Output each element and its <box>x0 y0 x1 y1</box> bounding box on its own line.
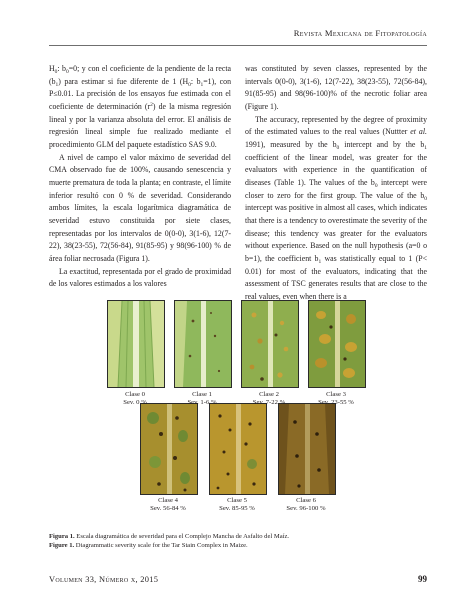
caption-clase-1: Clase 1 Sev. 1-6 % <box>187 391 217 406</box>
figure-caption <box>49 533 429 550</box>
caption-clase-4: Clase 4 Sev. 56-84 % <box>150 497 186 512</box>
journal-title: Revista Mexicana de Fitopatología <box>293 28 427 38</box>
leaf-image-clase-6 <box>278 403 336 495</box>
figure-caption-en: Figure 1. Diagrammatic severity scale for the Tar Stain Complex in Maize. <box>49 541 248 549</box>
caption-clase-6: Clase 6 Sev. 96-100 % <box>286 497 326 512</box>
leaf-image-clase-1 <box>174 300 232 388</box>
right-paragraph-2: The accuracy, represented by the degree of proximity of the estimated values to the real values (Nuttter et al. 1991), measured by the $b_0$ intercept and by the $b_1$ coefficient of the linear model, was greater for the evaluators with experience in the quantification of diseases (Table 1). The values of the $b_0$ intercept were closer to zero for the first group. The value of the $b_0$ intercept was positive in almost all cases, which indicates that there is a tendency to overestimate the severity of the disease; this tendency was greater for the evaluators without experience. Based on the null hypothesis (a=0 o b=1), the coefficient $b_1$ was statistically equal to 1 (P< 0.01) for most of the evaluators, indicating that the assessment of TSC generates results that are close to the real values, even when there is a <box>245 114 427 301</box>
figure-caption-es: Figura 1. Escala diagramática de severidad para el Complejo Mancha de Asfalto del Maíz. <box>49 533 290 540</box>
caption-clase-3: Clase 3 Sev. 23-55 % <box>318 391 354 406</box>
leaf-image-clase-3 <box>308 300 366 388</box>
leaf-image-clase-5 <box>209 403 267 495</box>
left-paragraph-3: La exactitud, representada por el grado de proximidad de los valores estimados a los valores <box>49 266 231 289</box>
journal-header <box>294 28 427 38</box>
leaf-image-clase-4 <box>140 403 198 495</box>
caption-clase-5: Clase 5 Sev. 85-95 % <box>219 497 255 512</box>
right-paragraph-1: was constituted by seven classes, represented by the intervals 0(0-0), 3(1-6), 12(7-22), 38(23-55), 72(56-84), 91(85-95) and 98(96-100)% of the necrotic foliar area (Figure 1). <box>245 64 427 111</box>
leaf-image-clase-2 <box>241 300 299 388</box>
caption-clase-0: Clase 0 Sev. 0 % <box>123 391 147 406</box>
right-column <box>245 63 427 303</box>
page-number: 99 <box>418 574 427 584</box>
left-paragraph-1: $H_0$: $b_0=0$; y con el coeficiente de la pendiente de la recta $(b_1)$ para estimar si fue diferente de 1 ($H_0$: $b_1=1$), con P≤0.01. La precisión de los ensayos fue estimada con el coeficiente de determinación $(r^2)$ de la misma regresión lineal y por la varianza absoluta del error. El análisis de regresión lineal simple fue realizado mediante el procedimiento GLM del paquete estadístico SAS 9.0. <box>49 64 232 149</box>
left-column <box>49 63 231 291</box>
left-paragraph-2: A nivel de campo el valor máximo de severidad del CMA observado fue de 100%, causando senescencia y muerte prematura de toda la planta; en contraste, el límite inferior resultó con 0 % de severidad. Considerando ambos límites, la escala logarítmica diagramática de severidad estuvo constituida por siete clases, representadas por los intervalos de 0(0-0), 3(1-6), 12(7-22), 38(23-55), 72(56-84), 91(85-95) y 98(96-100) % de área foliar necrosada (Figura 1). <box>49 152 231 263</box>
footer-volume: Volumen 33, Número x, 2015 <box>49 575 159 584</box>
caption-clase-2: Clase 2 Sev. 7-22 % <box>252 391 286 406</box>
leaf-image-clase-0 <box>107 300 165 388</box>
header-rule <box>49 45 427 46</box>
